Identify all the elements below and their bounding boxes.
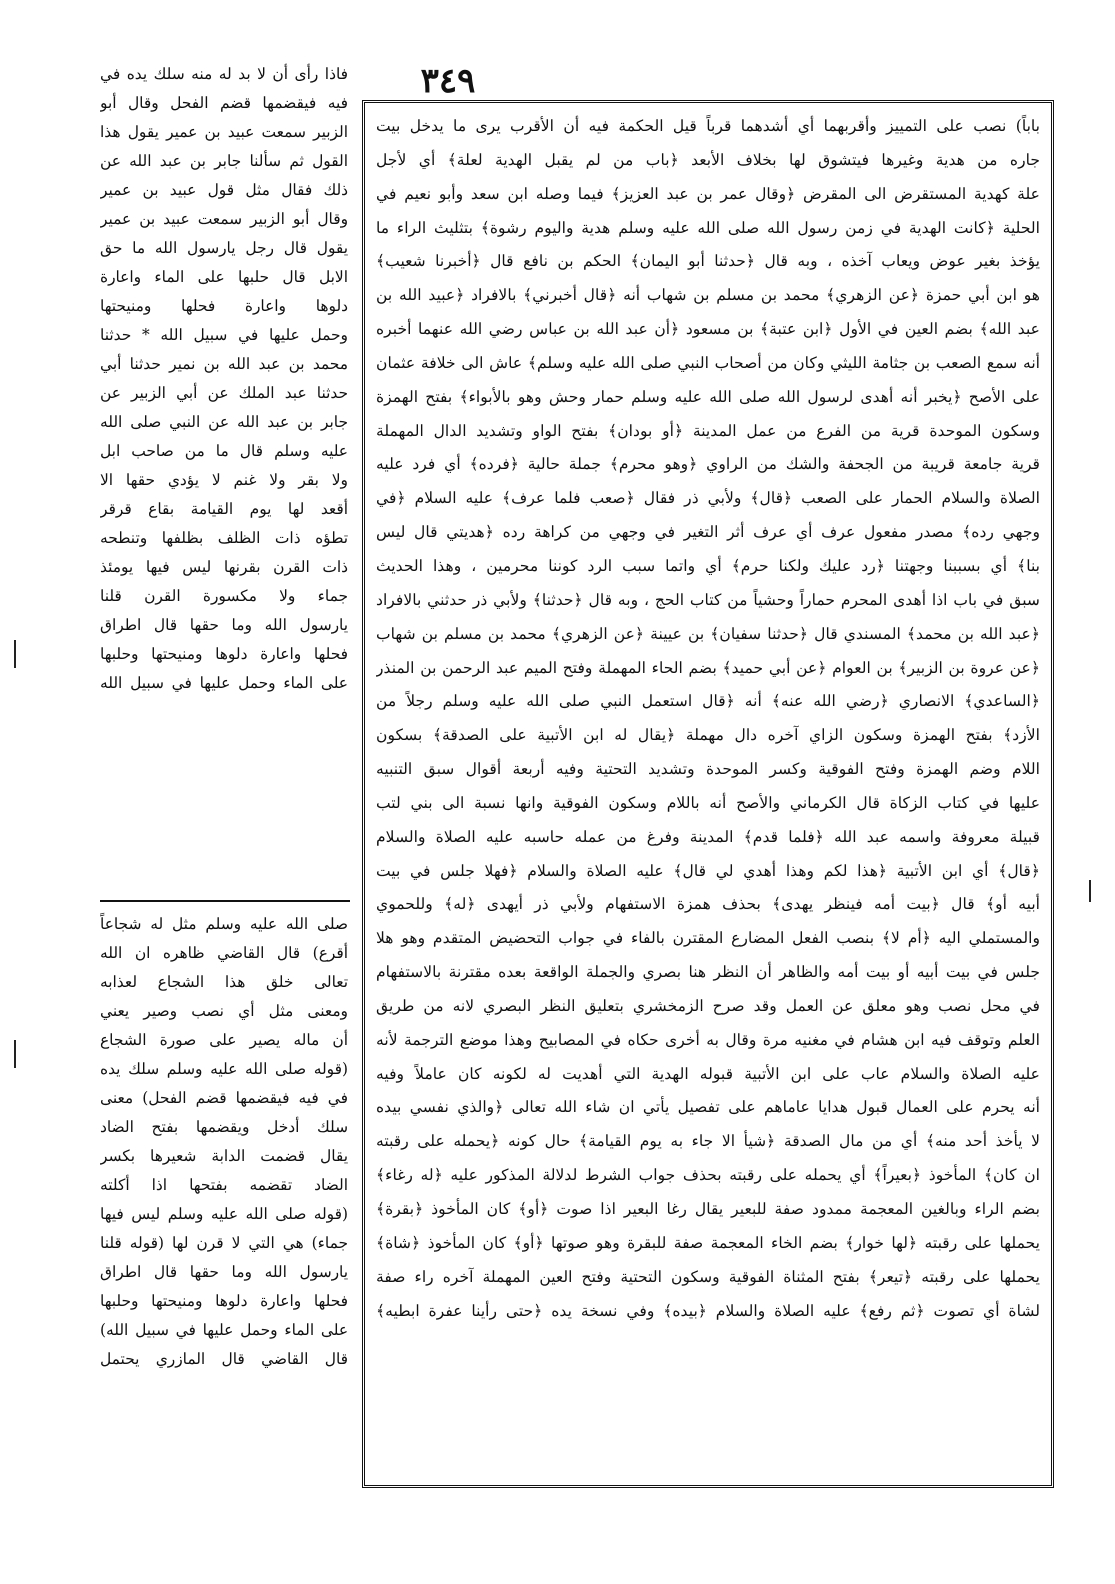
text-line: العلم وتوقف فيه ابن هشام في مغنيه مرة وقال به أخرى حكاه في المصابيح وهذا موضع الترجمة لأنه	[376, 1030, 1040, 1049]
margin-tick-mark	[14, 1040, 16, 1068]
text-line: سبق في باب اذا أهدى المحرم حماراً وحشياً من كتاب الحج ، وبه قال ﴿حدثنا﴾ ولأبي ذر حدثني بالافراد	[376, 590, 1040, 609]
text-line: جاره من هدية وغيرها فيتشوق لها بخلاف الأبعد ﴿باب من لم يقبل الهدية لعلة﴾ أي لأجل	[376, 150, 1040, 169]
margin-line: فحلها واعارة دلوها ومنيحتها وحلبها	[100, 645, 348, 663]
margin-line: ذات القرن بقرنها ليس فيها يومئذ	[100, 558, 348, 576]
main-commentary-column	[376, 110, 1040, 1480]
margin-hadith-text	[100, 60, 348, 880]
text-line: في محل نصب وهو معلق عن العمل وقد صرح الزمخشري بتعليق النظر البصري لانه من طريق	[376, 996, 1040, 1015]
margin-note-line: على الماء وحمل عليها في سبيل الله)	[100, 1321, 348, 1339]
text-line: وسكون الموحدة قرية من الفرع من عمل المدينة ﴿أو بودان﴾ بفتح الواو وتشديد الدال المهملة	[376, 421, 1040, 440]
margin-note-line: الضاد تقضمه بفتحها اذا أكلته	[100, 1176, 348, 1194]
text-line: بضم الراء وبالغين المعجمة ممدود صفة للبعير يقال رغا البعير اذا صوت ﴿أو﴾ كان المأخوذ ﴿بقرة﴾	[376, 1200, 1040, 1218]
margin-line: وقال أبو الزبير سمعت عبيد بن عمير	[100, 210, 348, 228]
margin-tick-mark	[14, 640, 16, 668]
text-line: والمستملي اليه ﴿أم لا﴾ بنصب الفعل المضارع المقترن بالفاء في جواب التحضيض المتقدم وهو هلا	[376, 929, 1040, 948]
text-line: علة كهدية المستقرض الى المقرض ﴿وقال عمر بن عبد العزيز﴾ فيما وصله ابن سعد وأبو نعيم في	[376, 184, 1040, 203]
text-line: وجهي رده﴾ مصدر مفعول عرف أي عرف أثر التغير في وجهي من كراهة رده ﴿هديتي قال ليس	[376, 523, 1040, 542]
text-line: الأزد﴾ بفتح الهمزة وسكون الزاي آخره دال مهملة ﴿يقال له ابن الأتبية على الصدقة﴾ بسكون	[376, 726, 1040, 745]
text-line: يحملها على رقبته ﴿تيعر﴾ بفتح المثناة الفوقية وسكون التحتية وفتح العين المهملة آخره راء صفة	[376, 1267, 1040, 1286]
margin-note-line: فحلها واعارة دلوها ومنيحتها وحلبها	[100, 1292, 348, 1310]
text-line: ﴿عن عروة بن الزبير﴾ بن العوام ﴿عن أبي حميد﴾ بضم الحاء المهملة وفتح الميم عبد الرحمن بن المنذر	[376, 658, 1040, 677]
text-line: بنا﴾ أي بسببنا وجهتنا ﴿رد عليك ولكنا حرم﴾ أي واتما سبب الرد كوننا محرمين ، وهذا الحديث	[376, 556, 1040, 575]
margin-line: عليه وسلم قال ما من صاحب ابل	[100, 442, 348, 460]
margin-line: تطؤه ذات الظلف بظلفها وتنطحه	[100, 529, 348, 547]
text-line: قرية جامعة قريبة من الجحفة والشك من الراوي ﴿وهو محرم﴾ جملة حالية ﴿فرده﴾ أي فرد عليه	[376, 455, 1040, 474]
margin-line: يارسول الله وما حقها قال اطراق	[100, 616, 348, 634]
margin-note-line: صلى الله عليه وسلم مثل له شجاعاً	[100, 915, 348, 933]
text-line: أنه يحرم على العمال قبول هدايا عاماهم على تفصيل يأتي ان شاء الله تعالى ﴿والذي نفسي بيده	[376, 1098, 1040, 1117]
margin-line: جماء ولا مكسورة القرن قلنا	[100, 587, 348, 605]
margin-divider	[100, 900, 350, 902]
margin-line: أقعد لها يوم القيامة بقاع قرقر	[100, 500, 348, 518]
margin-note-line: سلك أدخل ويقضمها بفتح الضاد	[100, 1118, 348, 1136]
margin-line: دلوها واعارة فحلها ومنيحتها	[100, 297, 348, 315]
margin-line: فيه فيقضمها قضم الفحل وقال أبو	[100, 94, 348, 112]
text-line: يحملها على رقبته ﴿لها خوار﴾ بضم الخاء المعجمة صفة للبقرة وهو صوتها ﴿أو﴾ كان المأخوذ ﴿شاة﴾	[376, 1233, 1040, 1252]
margin-line: ولا بقر ولا غنم لا يؤدي حقها الا	[100, 471, 348, 489]
margin-line: على الماء وحمل عليها في سبيل الله	[100, 674, 348, 692]
page-number: ٣٤٩	[420, 61, 476, 101]
margin-note-line: أن ماله يصير على صورة الشجاع	[100, 1031, 348, 1049]
text-line: لشاة أي تصوت ﴿ثم رفع﴾ عليه الصلاة والسلام ﴿بيده﴾ وفي نسخة يده ﴿حتى رأينا عفرة ابطيه﴾	[376, 1301, 1040, 1320]
margin-line: محمد بن عبد الله بن نمير حدثنا أبي	[100, 355, 348, 373]
text-line: هو ابن أبي حمزة ﴿عن الزهري﴾ محمد بن مسلم بن شهاب أنه ﴿قال أخبرني﴾ بالافراد ﴿عبيد الله بن	[376, 286, 1040, 305]
margin-line: جابر بن عبد الله عن النبي صلى الله	[100, 413, 348, 431]
margin-note-line: (قوله صلى الله عليه وسلم ليس فيها	[100, 1205, 348, 1223]
margin-line: الابل قال حلبها على الماء واعارة	[100, 268, 348, 286]
margin-note-line: يارسول الله وما حقها قال اطراق	[100, 1263, 348, 1281]
text-line: على الأصح ﴿يخبر أنه أهدى لرسول الله صلى الله عليه وسلم حمار وحش وهو بالأبواء﴾ بفتح الهمزة	[376, 387, 1040, 406]
margin-line: حدثنا عبد الملك عن أبي الزبير عن	[100, 384, 348, 402]
margin-line: القول ثم سألنا جابر بن عبد الله عن	[100, 152, 348, 170]
margin-line: ذلك فقال مثل قول عبيد بن عمير	[100, 181, 348, 199]
margin-line: فاذا رأى أن لا بد له منه سلك يده في	[100, 65, 348, 83]
margin-note-line: (قوله صلى الله عليه وسلم سلك يده	[100, 1060, 348, 1078]
margin-note-line: في فيه فيقضمها قضم الفحل) معنى	[100, 1089, 348, 1107]
margin-note-line: جماء) هي التي لا قرن لها (قوله قلنا	[100, 1234, 348, 1252]
text-line: اللام وضم الهمزة وفتح الفوقية وكسر الموحدة وتشديد التحتية وفيه أربعة أقوال سبق التنبيه	[376, 760, 1040, 779]
margin-line: يقول قال رجل يارسول الله ما حق	[100, 239, 348, 257]
text-line: عليها في كتاب الزكاة قال الكرماني والأصح أنه باللام وسكون الفوقية وانها نسبة الى بني لتب	[376, 793, 1040, 812]
text-line: باباً) نصب على التمييز وأقربهما أي أشدهما قرباً قيل الحكمة فيه أن الأقرب يرى ما يدخل بيت	[376, 117, 1040, 135]
margin-note-line: قال القاضي قال المازري يحتمل	[100, 1350, 348, 1368]
margin-note-line: أقرع) قال القاضي ظاهره ان الله	[100, 944, 348, 962]
margin-line: وحمل عليها في سبيل الله * حدثنا	[100, 326, 348, 344]
text-line: جلس في بيت أبيه أو بيت أمه والظاهر أن النظر هنا بصري والجملة الواقعة بعده مقترنة بالاستفهام	[376, 963, 1040, 982]
text-line: أبيه أو﴾ قال ﴿بيت أمه فينظر يهدى﴾ بحذف همزة الاستفهام ولأبي ذر أيهدى ﴿له﴾ وللحموي	[376, 895, 1040, 914]
text-line: أنه سمع الصعب بن جثامة الليثي وكان من أصحاب النبي صلى الله عليه وسلم﴾ عاش الى خلافة عثمان	[376, 353, 1040, 372]
text-line: ان كان﴾ المأخوذ ﴿بعيراً﴾ أي يحمله على رقبته بحذف جواب الشرط لدلالة المذكور عليه ﴿له رغاء﴾	[376, 1166, 1040, 1185]
text-line: ﴿عبد الله بن محمد﴾ المسندي قال ﴿حدثنا سفيان﴾ بن عيينة ﴿عن الزهري﴾ محمد بن مسلم بن شهاب	[376, 624, 1040, 643]
margin-note-line: تعالى خلق هذا الشجاع لعذابه	[100, 973, 348, 991]
text-line: الصلاة والسلام الحمار على الصعب ﴿قال﴾ ولأبي ذر فقال ﴿صعب فلما عرف﴾ عليه السلام ﴿في	[376, 489, 1040, 508]
text-line: ﴿الساعدي﴾ الانصاري ﴿رضي الله عنه﴾ أنه ﴿قال استعمل النبي صلى الله عليه وسلم رجلاً من	[376, 692, 1040, 711]
margin-note-line: يقال قضمت الدابة شعيرها بكسر	[100, 1147, 348, 1165]
text-line: يؤخذ بغير عوض ويعاب آخذه ، وبه قال ﴿حدثنا أبو اليمان﴾ الحكم بن نافع قال ﴿أخبرنا شعيب﴾	[376, 252, 1040, 271]
margin-tick-mark	[1089, 880, 1091, 902]
text-line: الحلية ﴿كانت الهدية في زمن رسول الله صلى الله عليه وسلم هدية واليوم رشوة﴾ بتثليث الراء ما	[376, 218, 1040, 237]
text-line: قبيلة معروفة واسمه عبد الله ﴿فلما قدم﴾ المدينة وفرغ من عمله حاسبه عليه الصلاة والسلام	[376, 827, 1040, 846]
text-line: ﴿قال﴾ أي ابن الأتبية ﴿هذا لكم وهذا أهدي لي قال﴾ عليه الصلاة والسلام ﴿فهلا جلس في بيت	[376, 861, 1040, 880]
margin-commentary-text	[100, 910, 348, 1510]
margin-line: الزبير سمعت عبيد بن عمير يقول هذا	[100, 123, 348, 141]
text-line: لا يأخذ أحد منه﴾ أي من مال الصدقة ﴿شيأ الا جاء به يوم القيامة﴾ حال كونه ﴿يحمله على رقبته	[376, 1132, 1040, 1151]
margin-note-line: ومعنى مثل أي نصب وصير يعني	[100, 1002, 348, 1020]
text-line: عبد الله﴾ بضم العين في الأول ﴿ابن عتبة﴾ بن مسعود ﴿أن عبد الله بن عباس رضي الله عنهما أخبره	[376, 320, 1040, 339]
text-line: عليه الصلاة والسلام عاب على ابن الأتبية قبوله الهدية التي أهديت له لكونه كان عاملاً وفيه	[376, 1064, 1040, 1083]
